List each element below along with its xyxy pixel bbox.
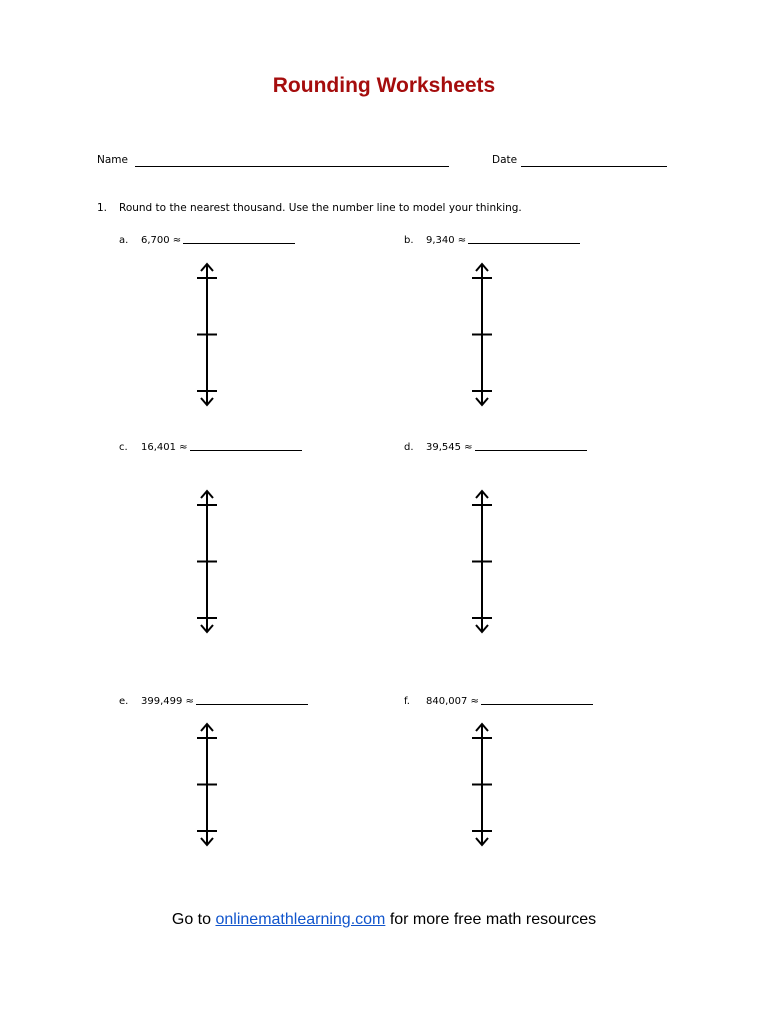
footer-suffix: for more free math resources xyxy=(389,911,597,928)
number-line-svg xyxy=(195,489,219,634)
problem-value: 6,700 ≈ xyxy=(141,235,182,246)
problem-letter: d. xyxy=(404,442,414,453)
answer-blank[interactable] xyxy=(196,704,308,705)
name-line xyxy=(135,166,449,167)
number-line-svg xyxy=(470,489,494,634)
problem-value: 39,545 ≈ xyxy=(426,442,473,453)
problem-value: 840,007 ≈ xyxy=(426,696,479,707)
number-line-e xyxy=(195,722,219,847)
problem-letter: a. xyxy=(119,235,129,246)
number-line-a xyxy=(195,262,219,407)
number-line-svg xyxy=(470,722,494,847)
problem-e xyxy=(119,696,308,707)
number-line-svg xyxy=(470,262,494,407)
page-title: Rounding Worksheets xyxy=(272,74,496,97)
problem-a xyxy=(119,235,295,246)
answer-blank[interactable] xyxy=(183,243,295,244)
instruction-text: Round to the nearest thousand. Use the number line to model your thinking. xyxy=(119,202,522,214)
worksheet xyxy=(82,140,678,858)
instruction-number: 1. xyxy=(97,202,108,214)
number-line-svg xyxy=(195,722,219,847)
footer-prefix: Go to xyxy=(171,911,212,928)
number-line-svg xyxy=(195,262,219,407)
problem-d xyxy=(404,442,587,453)
number-line-b xyxy=(470,262,494,407)
problem-letter: e. xyxy=(119,696,129,707)
answer-blank[interactable] xyxy=(190,450,302,451)
problem-value: 16,401 ≈ xyxy=(141,442,188,453)
date-label: Date xyxy=(492,154,518,166)
problem-value: 399,499 ≈ xyxy=(141,696,194,707)
footer xyxy=(0,911,768,929)
number-line-d xyxy=(470,489,494,634)
number-line-c xyxy=(195,489,219,634)
name-label: Name xyxy=(97,154,128,166)
problem-c xyxy=(119,442,302,453)
problem-letter: b. xyxy=(404,235,414,246)
problem-value: 9,340 ≈ xyxy=(426,235,467,246)
problem-letter: c. xyxy=(119,442,128,453)
problem-f xyxy=(404,696,593,707)
answer-blank[interactable] xyxy=(481,704,593,705)
problem-letter: f. xyxy=(404,696,410,707)
number-line-f xyxy=(470,722,494,847)
instruction xyxy=(97,202,522,214)
header-row xyxy=(97,154,669,174)
answer-blank[interactable] xyxy=(475,450,587,451)
answer-blank[interactable] xyxy=(468,243,580,244)
date-line xyxy=(521,166,667,167)
footer-link[interactable]: onlinemathlearning.com xyxy=(215,911,386,928)
problem-b xyxy=(404,235,580,246)
